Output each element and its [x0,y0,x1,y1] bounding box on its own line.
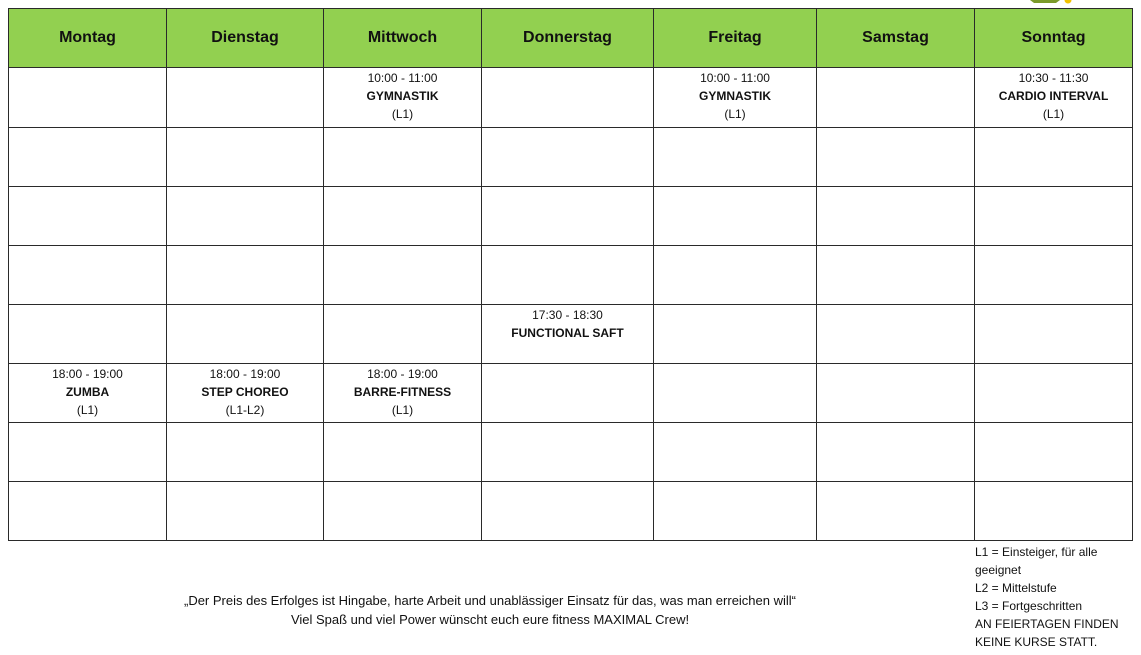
legend-l3: L3 = Fortgeschritten [975,599,1083,613]
schedule-cell [654,305,817,364]
schedule-cell [817,305,975,364]
schedule-cell [817,364,975,423]
course-name: CARDIO INTERVAL [998,89,1109,103]
schedule-cell [167,423,324,482]
schedule-cell [324,187,482,246]
footer-message [60,591,920,629]
schedule-cell [9,246,167,305]
schedule-cell [975,305,1133,364]
schedule-cell [975,187,1133,246]
schedule-cell [482,364,654,423]
course-level: (L1) [391,107,414,121]
course-time: 18:00 - 19:00 [367,367,438,381]
schedule-row [9,482,1133,541]
schedule-body [9,68,1133,541]
course-time: 18:00 - 19:00 [52,367,123,381]
course-time: 18:00 - 19:00 [209,367,281,381]
schedule-cell [482,423,654,482]
schedule-cell [654,364,817,423]
schedule-cell [654,128,817,187]
schedule-cell [975,128,1133,187]
schedule-cell [324,423,482,482]
day-header-sonntag: Sonntag [975,9,1133,68]
course-name: STEP CHOREO [201,385,289,399]
legend-l2: L2 = Mittelstufe [975,581,1057,595]
level-legend [975,543,1125,651]
course-slot [482,305,654,364]
day-header-mittwoch: Mittwoch [324,9,482,68]
course-level: (L1) [724,107,746,121]
schedule-row [9,423,1133,482]
schedule-cell [654,423,817,482]
schedule-row [9,68,1133,128]
legend-l1: L1 = Einsteiger, für alle geeignet [975,545,1098,577]
day-header-dienstag: Dienstag [167,9,324,68]
course-level: (L1-L2) [225,403,265,417]
course-slot [654,68,817,128]
schedule-cell [9,423,167,482]
schedule-cell [9,305,167,364]
course-slot [324,68,482,128]
schedule-cell [817,246,975,305]
schedule-cell [817,423,975,482]
day-header-samstag: Samstag [817,9,975,68]
schedule-cell [654,187,817,246]
schedule-cell [324,128,482,187]
schedule-cell [975,482,1133,541]
course-slot [167,364,324,423]
course-time: 10:00 - 11:00 [700,71,770,85]
course-level: (L1) [76,403,99,417]
course-level: (L1) [1042,107,1065,121]
schedule-cell [817,482,975,541]
schedule-cell [975,423,1133,482]
course-time: 10:30 - 11:30 [1018,71,1089,85]
course-name: ZUMBA [65,385,110,399]
schedule-row [9,364,1133,423]
schedule-cell [9,68,167,128]
course-name: GYMNASTIK [699,89,771,103]
schedule-row [9,128,1133,187]
schedule-cell [324,305,482,364]
schedule-cell [482,187,654,246]
schedule-cell [324,482,482,541]
schedule-cell [975,364,1133,423]
schedule-cell [9,482,167,541]
schedule-cell [654,246,817,305]
schedule-cell [482,246,654,305]
schedule-cell [167,187,324,246]
day-header-donnerstag: Donnerstag [482,9,654,68]
course-name: GYMNASTIK [366,89,439,103]
course-level: (L1) [391,403,414,417]
schedule-row [9,187,1133,246]
course-time: 17:30 - 18:30 [532,308,603,322]
course-schedule-table [8,8,1133,541]
course-name: FUNCTIONAL SAFT [511,326,624,340]
logo-fragment [1030,0,1078,4]
course-name: BARRE-FITNESS [353,385,452,399]
schedule-cell [482,68,654,128]
schedule-cell [817,187,975,246]
schedule-cell [975,246,1133,305]
motivational-quote: „Der Preis des Erfolges ist Hingabe, harte Arbeit und unablässiger Einsatz für das, was man erreichen will“ [183,593,796,608]
day-header-freitag: Freitag [654,9,817,68]
course-slot [975,68,1133,128]
schedule-cell [817,68,975,128]
course-time: 10:00 - 11:00 [367,71,438,85]
schedule-row [9,246,1133,305]
course-slot [324,364,482,423]
schedule-cell [167,246,324,305]
schedule-cell [482,128,654,187]
schedule-cell [167,68,324,128]
course-slot [9,364,167,423]
schedule-cell [654,482,817,541]
schedule-cell [167,128,324,187]
schedule-row [9,305,1133,364]
schedule-cell [9,187,167,246]
day-header-montag: Montag [9,9,167,68]
schedule-cell [9,128,167,187]
schedule-cell [324,246,482,305]
schedule-cell [482,482,654,541]
schedule-cell [167,305,324,364]
crew-greeting: Viel Spaß und viel Power wünscht euch eure fitness MAXIMAL Crew! [290,612,690,627]
schedule-cell [817,128,975,187]
holiday-notice: AN FEIERTAGEN FINDEN KEINE KURSE STATT. [975,617,1119,649]
weekday-header-row [9,9,1133,68]
schedule-cell [167,482,324,541]
